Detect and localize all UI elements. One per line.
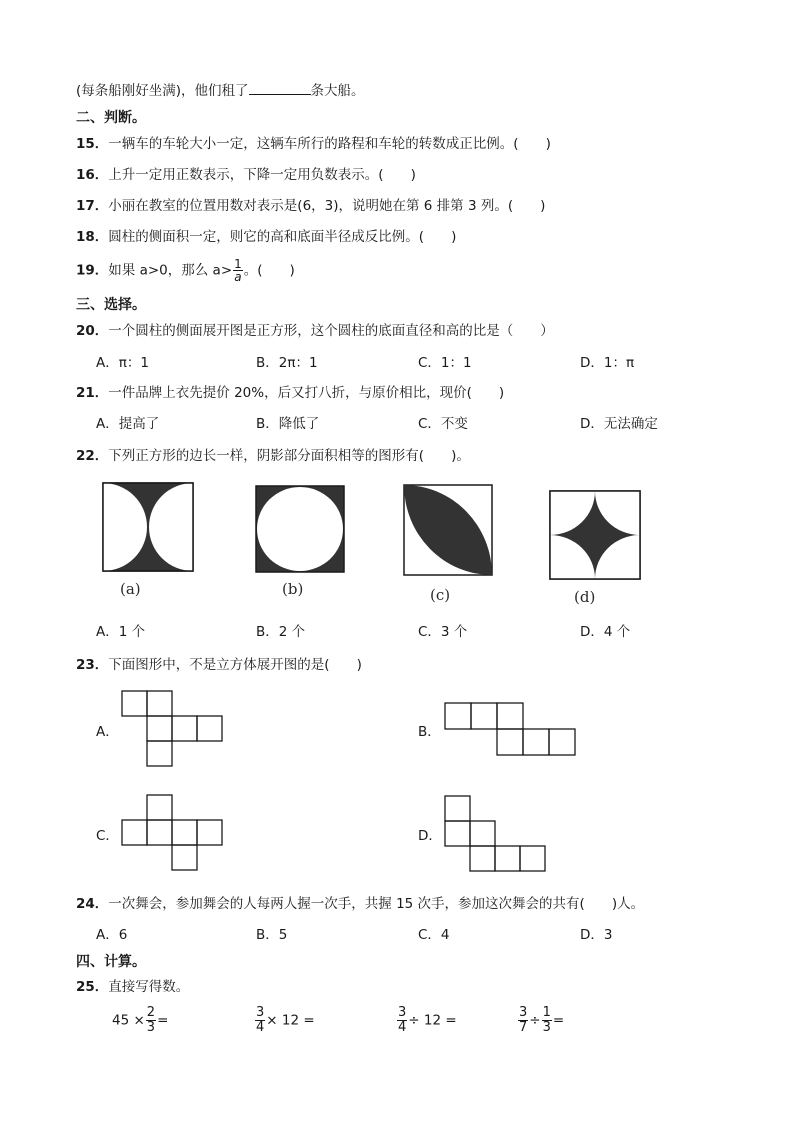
fraction-numerator: 3: [398, 1005, 407, 1020]
top-line-after: 条大船。: [310, 83, 365, 99]
figure-b: [255, 485, 345, 573]
question-text: 一次舞会，参加舞会的人每两人握一次手，共握 15 次手，参加这次舞会的共有( )人。: [108, 896, 645, 912]
question-number: 22．: [76, 448, 109, 464]
q24-option-c[interactable]: C．4: [418, 927, 450, 943]
question-16: [76, 166, 416, 184]
question-25: [76, 978, 189, 996]
figure-d: [549, 490, 641, 580]
fraction-numerator: 3: [256, 1005, 265, 1020]
figure-c: [403, 484, 493, 576]
question-text: 一个圆柱的侧面展开图是正方形，这个圆柱的底面直径和高的比是（ ）: [108, 323, 554, 339]
q20-option-c[interactable]: C．1：1: [418, 355, 472, 371]
question-text: 一件品牌上衣先提价 20%，后又打八折，与原价相比，现价( ): [108, 385, 505, 401]
cube-net-c[interactable]: [121, 794, 227, 876]
q22-option-d[interactable]: D．4 个: [580, 624, 631, 640]
question-number: 25．: [76, 979, 109, 995]
question-21: [76, 384, 504, 402]
fraction: [146, 1006, 156, 1035]
fraction: [255, 1006, 265, 1035]
fraction-numerator: 2: [146, 1005, 156, 1020]
q20-option-d[interactable]: D．1：π: [580, 355, 635, 371]
question-number: 15．: [76, 136, 109, 152]
q20-option-b[interactable]: B．2π：1: [256, 355, 318, 371]
question-text: 小丽在教室的位置用数对表示是(6，3)，说明她在第 6 排第 3 列。( ): [108, 198, 546, 214]
figure-d-caption: (d): [574, 588, 596, 606]
q23-option-a-label[interactable]: A．: [96, 724, 119, 740]
expr-text: × 12 =: [266, 1012, 315, 1029]
calc-expression-2[interactable]: [254, 1006, 315, 1035]
top-line-before: (每条船刚好坐满)，他们租了: [76, 83, 249, 99]
q20-option-a[interactable]: A．π：1: [96, 355, 149, 371]
figure-a-caption: (a): [120, 580, 141, 598]
fraction: [542, 1006, 552, 1035]
calc-expression-3[interactable]: [396, 1006, 457, 1035]
q23-option-b-label[interactable]: B．: [418, 724, 441, 740]
section-2-title: 二、判断。: [76, 110, 146, 126]
question-15: [76, 135, 551, 153]
question-number: 17．: [76, 198, 109, 214]
question-text: 下面图形中，不是立方体展开图的是( ): [108, 657, 362, 673]
top-line: [76, 82, 365, 100]
question-18: [76, 228, 456, 246]
expr-equals: =: [157, 1012, 169, 1029]
question-number: 20．: [76, 323, 109, 339]
q21-option-d[interactable]: D．无法确定: [580, 416, 658, 432]
q22-option-c[interactable]: C．3 个: [418, 624, 468, 640]
question-text: 上升一定用正数表示，下降一定用负数表示。( ): [108, 167, 416, 183]
expr-equals: =: [552, 1012, 565, 1029]
question-number: 23．: [76, 657, 109, 673]
fraction-numerator: 1: [234, 257, 242, 271]
calc-expression-4[interactable]: [517, 1006, 564, 1035]
expr-operator: ÷: [529, 1012, 541, 1029]
question-text-end: 。( ): [243, 262, 295, 279]
cube-net-d[interactable]: [444, 795, 550, 877]
fraction-denominator: 3: [146, 1020, 156, 1035]
section-4-title: 四、计算。: [76, 954, 146, 970]
figure-a: [102, 482, 194, 572]
expr-text: ÷ 12 =: [408, 1012, 457, 1029]
q21-option-c[interactable]: C．不变: [418, 416, 468, 432]
figure-b-caption: (b): [282, 580, 304, 598]
question-number: 16．: [76, 167, 109, 183]
fraction-denominator: 4: [256, 1020, 265, 1035]
cube-net-b[interactable]: [444, 702, 578, 760]
question-24: [76, 895, 644, 913]
question-text: 直接写得数。: [108, 979, 190, 995]
fraction-numerator: 1: [542, 1005, 551, 1020]
fraction-denominator: 3: [542, 1020, 551, 1035]
question-23: [76, 656, 362, 674]
q24-option-a[interactable]: A．6: [96, 927, 128, 943]
q22-option-a[interactable]: A．1 个: [96, 624, 146, 640]
answer-blank[interactable]: [249, 82, 311, 95]
q24-option-b[interactable]: B．5: [256, 927, 288, 943]
question-text: 一辆车的车轮大小一定，这辆车所行的路程和车轮的转数成正比例。( ): [108, 136, 551, 152]
q22-option-b[interactable]: B．2 个: [256, 624, 306, 640]
question-text: 下列正方形的边长一样，阴影部分面积相等的图形有( )。: [108, 448, 470, 464]
question-17: [76, 197, 545, 215]
fraction: [518, 1006, 528, 1035]
figure-c-caption: (c): [430, 586, 451, 604]
fraction-1-over-a: [233, 258, 243, 283]
q21-option-b[interactable]: B．降低了: [256, 416, 320, 432]
cube-net-a[interactable]: [121, 690, 227, 772]
fraction-denominator: 7: [519, 1020, 528, 1035]
question-text: 如果 a>0，那么 a>: [108, 262, 233, 279]
q24-option-d[interactable]: D．3: [580, 927, 613, 943]
calc-expression-1[interactable]: [112, 1006, 168, 1035]
question-number: 24．: [76, 896, 109, 912]
q23-option-d-label[interactable]: D．: [418, 828, 442, 844]
fraction: [397, 1006, 407, 1035]
q23-option-c-label[interactable]: C．: [96, 828, 119, 844]
expr-text: 45 ×: [112, 1012, 145, 1029]
question-20: [76, 322, 554, 340]
fraction-denominator: 4: [398, 1020, 407, 1035]
question-22: [76, 447, 470, 465]
fraction-denominator: a: [234, 270, 242, 284]
q21-option-a[interactable]: A．提高了: [96, 416, 160, 432]
question-number: 18．: [76, 229, 109, 245]
section-3-title: 三、选择。: [76, 297, 146, 313]
question-text: 圆柱的侧面积一定，则它的高和底面半径成反比例。( ): [108, 229, 457, 245]
fraction-numerator: 3: [519, 1005, 528, 1020]
question-number: 21．: [76, 385, 109, 401]
question-19: [76, 258, 295, 283]
question-number: 19．: [76, 262, 109, 279]
